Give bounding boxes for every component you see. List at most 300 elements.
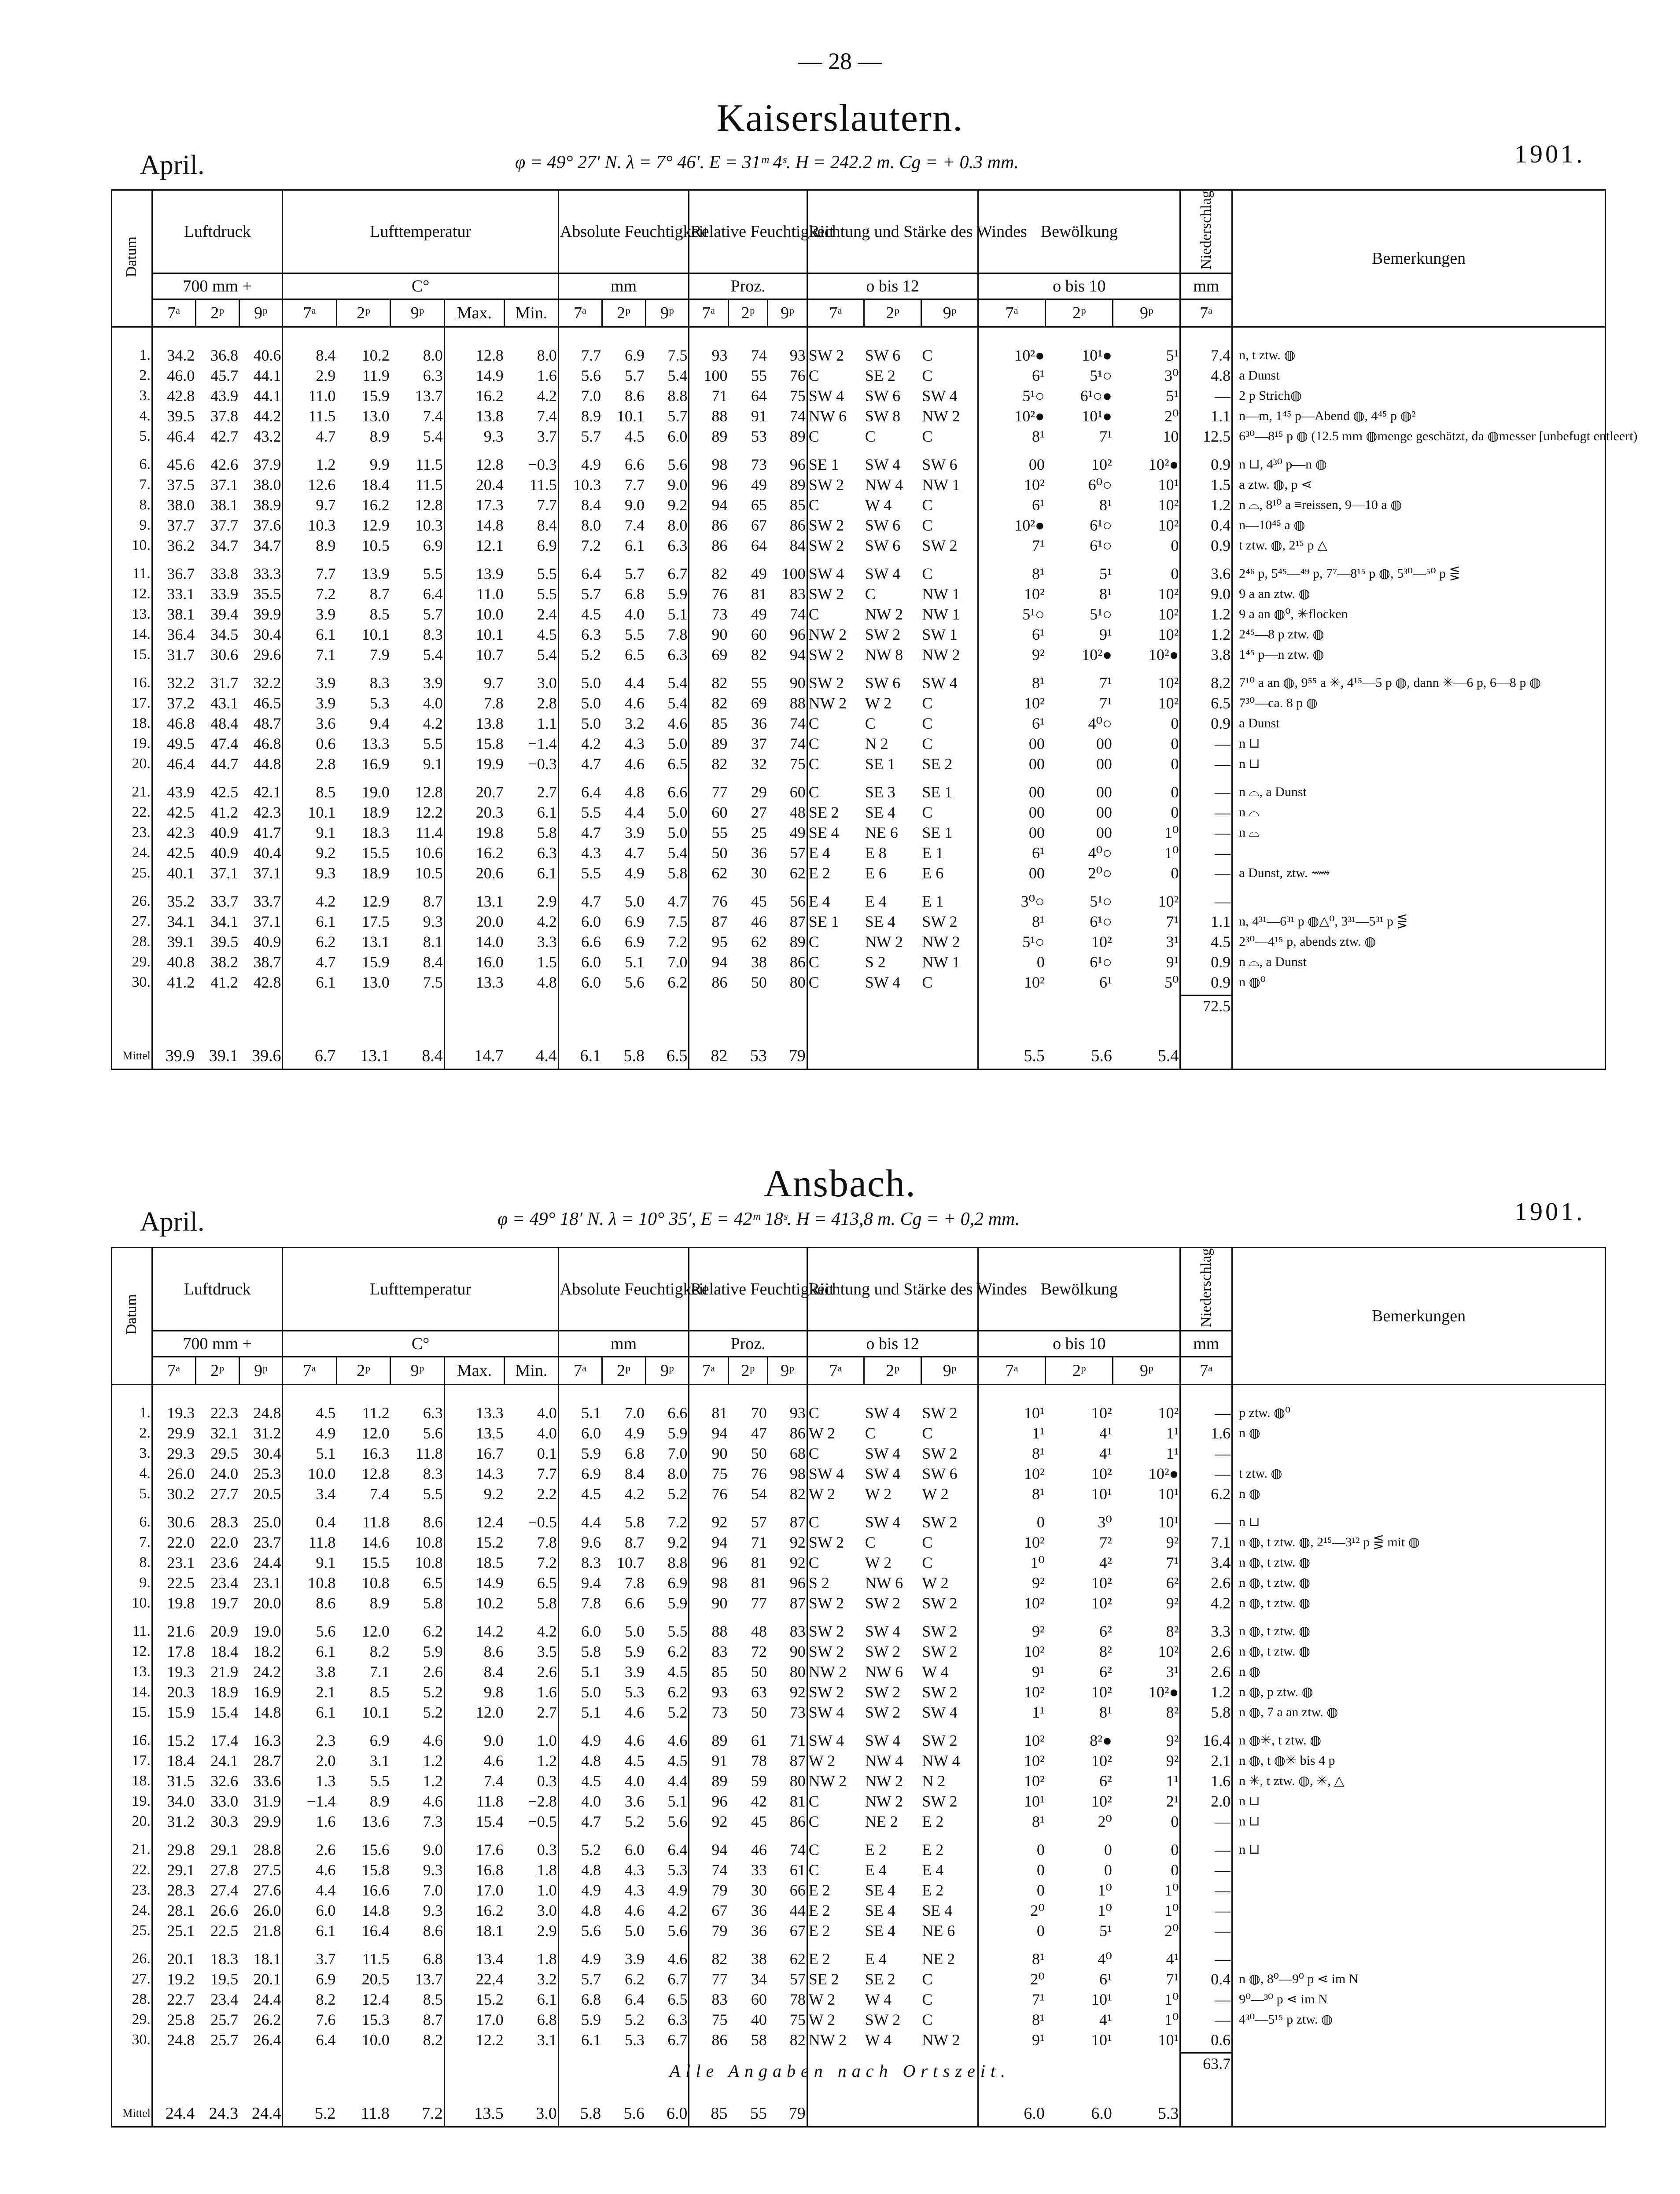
data-cell: 8.3 [558, 1552, 602, 1573]
data-cell: 6¹ [1099, 973, 1112, 992]
gap-cell [152, 665, 195, 673]
data-cell: 7.2 [283, 584, 336, 604]
data-cell: 00 [978, 782, 1046, 802]
data-cell: W 2 [807, 1751, 864, 1771]
data-cell: 5.7 [558, 1969, 602, 1989]
data-cell: 6.7 [667, 2031, 688, 2049]
data-cell: 00 [1096, 783, 1112, 801]
day-cell: 15. [132, 1704, 151, 1721]
data-cell: 13.5 [444, 1423, 505, 1443]
spacer-cell [152, 327, 195, 346]
data-cell: 5.2 [558, 1840, 602, 1860]
data-cell: 5.2 [423, 1704, 443, 1722]
data-cell: 78 [751, 1752, 767, 1770]
data-cell: 13.4 [444, 1949, 505, 1969]
header-absolute-feuchtigkeit-text: Absolute Feuchtigkeit [560, 1280, 708, 1299]
gap-cell [391, 883, 444, 891]
data-cell: 13.1 [361, 933, 390, 951]
data-cell: 7.7 [537, 1465, 557, 1483]
data-cell: 86 [789, 516, 806, 535]
spacer-cell [239, 327, 283, 346]
gap-cell [1113, 446, 1180, 454]
data-cell: −2.8 [528, 1792, 557, 1811]
spacer-cell [1232, 327, 1606, 346]
data-cell: 36 [751, 1902, 767, 1920]
data-cell: 10¹ [1158, 1485, 1179, 1503]
data-cell: 7.7 [558, 345, 602, 365]
data-cell: 4.2 [1180, 1593, 1232, 1613]
data-cell: NW 2 [807, 2030, 864, 2050]
sum-blank [807, 995, 864, 1016]
data-cell: N 2 [865, 735, 888, 753]
spacer-cell [112, 1385, 152, 1403]
remark-cell: n ◍, t ztw. ◍ [1232, 1573, 1606, 1593]
data-cell: 4.2 [537, 387, 557, 405]
data-cell: — [1180, 891, 1232, 911]
group-gap-row [112, 1941, 1606, 1949]
sum-blank [336, 995, 390, 1016]
remark-cell [1232, 1949, 1606, 1969]
data-cell: 74 [789, 407, 806, 425]
data-cell: 6.0 [558, 952, 602, 972]
data-cell: SW 4 [865, 1404, 901, 1422]
data-cell: 5.5 [537, 565, 557, 583]
spacer-cell [444, 1016, 505, 1043]
gap-cell [391, 774, 444, 782]
data-cell: 33.7 [210, 892, 239, 911]
data-cell: 21.8 [253, 1922, 281, 1940]
data-cell: 5.8 [625, 1513, 645, 1531]
gap-cell [1113, 665, 1180, 673]
gap-cell [602, 1941, 645, 1949]
data-cell: 5.1 [558, 1403, 602, 1423]
gap-cell [978, 1832, 1046, 1840]
header-wind [807, 1248, 1027, 1331]
data-cell: 2.9 [537, 892, 557, 911]
mean-cell: 24.4 [152, 2100, 195, 2127]
data-cell: 6¹ [978, 495, 1046, 515]
mean-row [112, 2100, 1606, 2127]
data-cell: 9² [978, 1621, 1046, 1641]
data-cell: 4.6 [625, 755, 645, 773]
mean-cell: 39.1 [209, 1046, 239, 1065]
data-cell: 8.6 [423, 1513, 443, 1531]
data-cell: 5.7 [625, 367, 645, 385]
data-cell: 10²● [978, 345, 1046, 365]
remark-cell: 2⁴⁶ p, 5⁴⁵—⁴⁹ p, 7⁷—8¹⁵ p ◍, 5³⁰—⁵⁰ p ⋚ [1232, 564, 1606, 584]
data-cell: 93 [689, 1682, 728, 1702]
data-cell: 1⁰ [1164, 824, 1179, 842]
data-cell: SW 2 [807, 584, 864, 604]
remark-cell: n ◍✳, t ztw. ◍ [1232, 1730, 1606, 1751]
data-cell: 8¹ [1099, 585, 1112, 603]
header-time-t7-text: 7ᵃ [1200, 304, 1213, 323]
sum-blank [728, 995, 767, 1016]
data-cell: 31.9 [253, 1792, 281, 1811]
data-cell: SW 4 [865, 1513, 901, 1531]
data-cell: SW 6 [865, 347, 901, 365]
data-cell: 4.6 [423, 1732, 443, 1750]
data-cell: 22.0 [152, 1532, 195, 1552]
gap-cell [864, 1722, 921, 1730]
data-cell: E 4 [865, 1861, 887, 1879]
header-temp-unit-text: C° [411, 1335, 430, 1353]
data-cell: 6.3 [667, 646, 688, 664]
data-cell: 6² [1166, 1574, 1179, 1592]
gap-cell [239, 1941, 283, 1949]
table-row [112, 426, 1606, 446]
data-cell: 32.2 [152, 673, 195, 693]
data-cell: 11.8 [283, 1532, 336, 1552]
data-cell: C [807, 952, 864, 972]
remark-cell: n ◍ [1232, 1423, 1606, 1443]
gap-cell [336, 883, 390, 891]
gap-cell [283, 1941, 336, 1949]
gap-cell [444, 1613, 505, 1621]
data-cell: 3.8 [1180, 645, 1232, 665]
gap-cell [239, 883, 283, 891]
group-gap-row [112, 883, 1606, 891]
gap-cell [864, 1504, 921, 1512]
remark-cell: n ◍, t ztw. ◍ [1232, 1621, 1606, 1641]
data-cell: NW 6 [807, 406, 864, 426]
header-time-t9 [921, 1357, 978, 1385]
data-cell: 49 [751, 565, 767, 583]
mean-cell: 24.4 [251, 2104, 281, 2123]
data-cell: 7.6 [283, 2010, 336, 2030]
data-cell: 1⁰ [1164, 1991, 1179, 2009]
data-cell: 42.5 [152, 802, 195, 822]
day-cell: 3. [139, 1445, 151, 1462]
gap-cell [195, 665, 239, 673]
gap-cell [602, 774, 645, 782]
data-cell: 0 [1171, 735, 1179, 753]
day-cell: 10. [132, 537, 151, 554]
data-cell: 10¹● [1082, 347, 1112, 365]
data-cell: 4.7 [558, 754, 602, 774]
data-cell: 48 [751, 1622, 767, 1641]
data-cell: 4.5 [667, 1752, 688, 1770]
gap-cell [689, 1832, 728, 1840]
data-cell: — [1180, 1811, 1232, 1832]
data-cell: 45.6 [152, 454, 195, 475]
header-time-t7-text: 7ᵃ [303, 304, 316, 323]
data-cell: 7.7 [283, 564, 336, 584]
data-cell: 3⁰○ [978, 891, 1046, 911]
data-cell: 15.8 [444, 734, 505, 754]
data-cell: 4.8 [537, 973, 557, 992]
data-cell: 8¹ [1099, 1704, 1112, 1722]
gap-cell [112, 1613, 152, 1621]
header-time-t2-text: 2ᵖ [210, 1361, 225, 1380]
spacer-cell [645, 1385, 689, 1403]
data-cell: — [1180, 1900, 1232, 1921]
data-cell: 3.0 [537, 1902, 557, 1920]
data-cell: 60 [751, 626, 767, 644]
spacer-cell [689, 1016, 728, 1043]
gap-cell [1046, 1722, 1113, 1730]
gap-cell [978, 1941, 1046, 1949]
header-time-t2-text: 2ᵖ [357, 1361, 370, 1380]
data-cell: 83 [789, 585, 806, 603]
data-cell: SE 4 [865, 1902, 895, 1920]
data-cell: 24.4 [253, 1554, 281, 1572]
mean-cell: 3.0 [536, 2104, 557, 2123]
data-cell: 16.9 [253, 1683, 281, 1701]
data-cell: 5.1 [558, 1702, 602, 1722]
data-cell: 1⁰ [1098, 1881, 1112, 1899]
mean-cell: 82 [689, 1043, 728, 1069]
data-cell: E 6 [922, 864, 944, 882]
gap-cell [1232, 1613, 1606, 1621]
data-cell: 15.9 [361, 953, 390, 971]
data-cell: SW 4 [865, 1465, 901, 1483]
data-cell: 46 [751, 913, 767, 931]
gap-cell [602, 1832, 645, 1840]
data-cell: 9² [1166, 1752, 1179, 1770]
data-cell: 36.8 [210, 347, 239, 365]
data-cell: 6.1 [625, 537, 645, 555]
gap-cell [444, 556, 505, 564]
header-row-groups [112, 1248, 1606, 1331]
gap-cell [728, 556, 767, 564]
gap-cell [195, 774, 239, 782]
data-cell: 8.9 [369, 1594, 390, 1612]
data-cell: 29.9 [152, 1423, 195, 1443]
data-cell: 27.8 [210, 1861, 239, 1879]
data-cell: 7.2 [667, 1513, 688, 1531]
gap-cell [978, 1722, 1046, 1730]
data-cell: 37.7 [210, 516, 239, 535]
data-cell: 11.2 [362, 1404, 390, 1422]
page-number: — 28 — [798, 48, 882, 74]
data-cell: 37.9 [253, 456, 281, 474]
data-cell: 5.0 [667, 824, 688, 842]
remark-cell: n ⌓ [1232, 822, 1606, 843]
data-cell: 27.6 [253, 1881, 281, 1899]
data-cell: 8.8 [667, 1554, 688, 1572]
data-cell: — [1180, 1860, 1232, 1880]
gap-cell [921, 1613, 978, 1621]
header-time-t9-text: 9ᵖ [254, 1361, 268, 1380]
data-cell: 7¹ [978, 535, 1046, 556]
remark-cell [1232, 1443, 1606, 1464]
mean-cell: 6.7 [283, 1043, 336, 1069]
data-cell: 82 [689, 564, 728, 584]
spacer-cell [807, 1016, 864, 1043]
sum-blank [283, 995, 336, 1016]
data-cell: SE 1 [807, 454, 864, 475]
gap-cell [807, 883, 864, 891]
data-cell: 00 [978, 863, 1046, 883]
data-cell: 0.4 [1180, 515, 1232, 535]
data-cell: 4.5 [625, 428, 645, 446]
spacer-cell [195, 327, 239, 346]
header-time-t2-text: 2ᵖ [1072, 1361, 1086, 1380]
gap-cell [1046, 883, 1113, 891]
data-cell: 4.2 [667, 1902, 688, 1920]
data-cell: 28.1 [152, 1900, 195, 1921]
data-cell: 6.0 [558, 1423, 602, 1443]
data-cell: 2.6 [1180, 1641, 1232, 1662]
data-cell: 0 [978, 1840, 1046, 1860]
header-luftdruck [152, 190, 283, 273]
data-cell: SW 4 [807, 1730, 864, 1751]
data-cell: 10¹● [1082, 407, 1112, 425]
data-cell: 3.9 [283, 693, 336, 713]
data-cell: 12.8 [444, 454, 505, 475]
gap-cell [1046, 556, 1113, 564]
data-cell: 10²● [978, 515, 1046, 535]
table-body [112, 1385, 1606, 2127]
data-cell: −1.4 [283, 1791, 336, 1811]
data-cell: 6.0 [558, 911, 602, 932]
data-cell: 76 [689, 584, 728, 604]
data-cell: NW 2 [807, 1771, 864, 1791]
header-time-tmax [444, 299, 505, 327]
data-cell: 10¹ [1158, 476, 1179, 494]
data-cell: 39.5 [152, 406, 195, 426]
data-cell: E 2 [922, 1841, 944, 1859]
data-cell: 3⁰ [1164, 367, 1179, 385]
data-cell: 5.9 [667, 1594, 688, 1612]
data-cell: 5.5 [558, 863, 602, 883]
gap-cell [1232, 883, 1606, 891]
data-cell: 9.2 [444, 1484, 505, 1504]
data-cell: 10² [1091, 1574, 1112, 1592]
gap-cell [152, 1504, 195, 1512]
data-cell: 00 [1096, 824, 1112, 842]
group-gap-row [112, 1832, 1606, 1840]
header-time-t7-text: 7ᵃ [1005, 304, 1018, 323]
data-cell: 1¹ [978, 1423, 1046, 1443]
header-time-t2 [1046, 299, 1113, 327]
spacer-cell [864, 1016, 921, 1043]
data-cell: 29 [751, 783, 767, 801]
header-time-t9-text: 9ᵖ [1139, 1361, 1153, 1380]
header-time-t2 [602, 1357, 645, 1385]
data-cell: 64 [751, 387, 767, 405]
data-cell: 20.5 [361, 1970, 390, 1988]
table-row [112, 1791, 1606, 1811]
data-cell: −0.3 [528, 755, 557, 773]
header-time-t2-text: 2ᵖ [617, 1361, 630, 1380]
spacer-cell [152, 1385, 195, 1403]
data-cell: 8.7 [625, 1534, 645, 1552]
table-row [112, 1921, 1606, 1941]
gap-cell [505, 556, 559, 564]
data-cell: 36.4 [152, 624, 195, 645]
data-cell: 5.4 [667, 844, 688, 862]
data-cell: 14.0 [444, 932, 505, 952]
data-cell: SW 2 [865, 1643, 901, 1661]
sum-blank [1046, 995, 1113, 1016]
data-cell: 5.8 [667, 864, 688, 882]
header-wind-unit-text: o bis 12 [866, 277, 919, 296]
data-cell: SW 2 [807, 645, 864, 665]
remark-cell: t ztw. ◍, 2¹⁵ p △ [1232, 535, 1606, 556]
data-cell: 20.3 [444, 802, 505, 822]
data-cell: 5.7 [667, 407, 688, 425]
remark-cell: n ◍, 7 a an ztw. ◍ [1232, 1702, 1606, 1722]
data-cell: 4.6 [625, 694, 645, 712]
data-cell: 38 [751, 1950, 767, 1968]
spacer-cell [239, 1385, 283, 1403]
sum-row [112, 995, 1606, 1016]
data-cell: 8.9 [369, 1792, 390, 1811]
data-cell: C [807, 754, 864, 774]
header-time-t9-text: 9ᵖ [781, 304, 794, 323]
data-cell: SW 4 [865, 1732, 901, 1750]
data-cell: 7.1 [1180, 1532, 1232, 1552]
data-cell: C [807, 1443, 864, 1464]
header-time-t7 [807, 1357, 864, 1385]
spacer-cell [689, 327, 728, 346]
data-cell: 5¹○ [1090, 367, 1112, 385]
data-cell: 6.5 [537, 1574, 557, 1592]
data-cell: 47.4 [210, 735, 239, 753]
gap-cell [645, 1941, 689, 1949]
data-cell: 2.6 [1180, 1662, 1232, 1682]
table-row [112, 584, 1606, 604]
data-cell: 5.7 [558, 426, 602, 446]
gap-cell [689, 1613, 728, 1621]
gap-cell [1046, 1504, 1113, 1512]
data-cell: C [807, 1512, 864, 1532]
gap-cell [807, 665, 864, 673]
spacer-cell [283, 1385, 336, 1403]
data-cell: 1⁰ [978, 1552, 1046, 1573]
data-cell: 19.7 [210, 1594, 239, 1612]
table-row [112, 1464, 1606, 1484]
gap-cell [1180, 1722, 1232, 1730]
data-cell: E 1 [922, 844, 944, 862]
data-cell: 7.8 [625, 1574, 645, 1592]
data-cell: 31.2 [253, 1424, 281, 1442]
day-cell: 24. [132, 1902, 151, 1919]
data-cell: 20.0 [253, 1594, 281, 1612]
data-cell: 60 [789, 783, 806, 801]
gap-cell [645, 1722, 689, 1730]
mean-cell: 6.1 [558, 1043, 602, 1069]
data-cell: 81 [751, 585, 767, 603]
data-cell: 5.6 [625, 973, 645, 992]
header-wind-text: Richtung und Stärke des Windes [808, 222, 1027, 241]
data-cell: 6¹ [1099, 1970, 1112, 1988]
data-cell: 8.4 [423, 953, 443, 971]
data-cell: 73 [789, 1704, 806, 1722]
header-time-t2-text: 2ᵖ [617, 304, 630, 323]
gap-cell [391, 1504, 444, 1512]
data-cell: 50 [751, 1704, 767, 1722]
data-cell: 15.2 [444, 1989, 505, 2010]
data-cell: — [1180, 782, 1232, 802]
data-cell: 96 [689, 475, 728, 495]
gap-cell [1113, 556, 1180, 564]
data-cell: 4.4 [667, 1772, 688, 1790]
gap-cell [728, 1941, 767, 1949]
data-cell: 2.3 [283, 1730, 336, 1751]
table-row [112, 1532, 1606, 1552]
table-row [112, 1811, 1606, 1832]
data-cell: 42.8 [253, 973, 281, 992]
data-cell: 28.8 [253, 1841, 281, 1859]
station-title-kaiserslautern: Kaiserslautern. [716, 97, 964, 140]
data-cell: W 2 [865, 1554, 892, 1572]
data-cell: 17.6 [444, 1840, 505, 1860]
data-cell: 4.5 [283, 1403, 336, 1423]
data-cell: 59 [751, 1772, 767, 1790]
